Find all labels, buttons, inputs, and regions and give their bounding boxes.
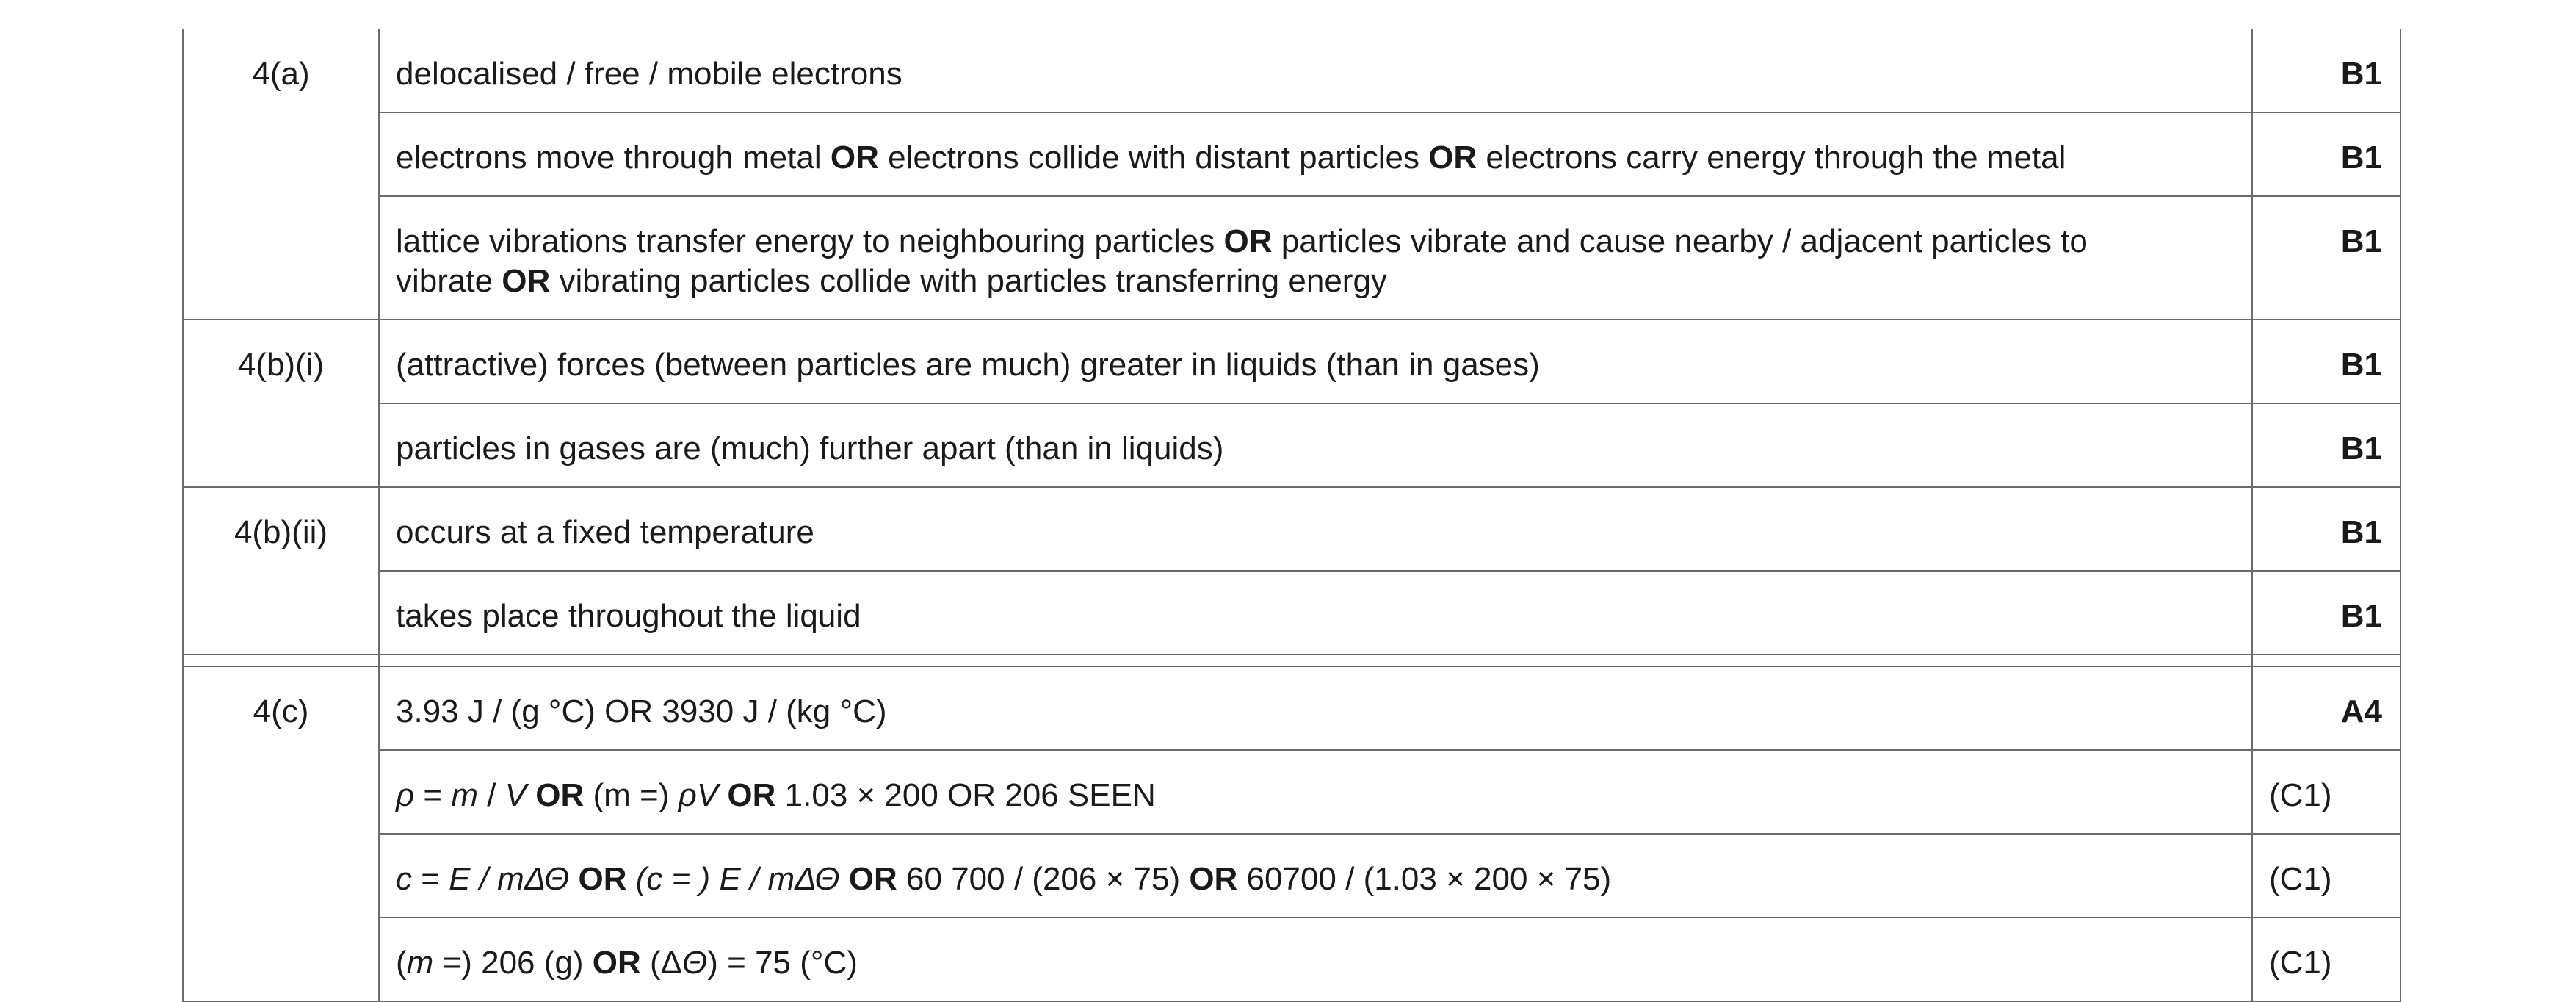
section-divider bbox=[183, 655, 2400, 666]
mark-cell: B1 bbox=[2252, 571, 2400, 655]
mark-cell: B1 bbox=[2252, 320, 2400, 403]
table-row bbox=[183, 834, 2400, 918]
table-row bbox=[183, 29, 2400, 112]
table-row bbox=[183, 750, 2400, 834]
table-row bbox=[183, 320, 2400, 403]
answer-cell: occurs at a fixed temperature bbox=[379, 487, 2252, 571]
question-number: 4(b)(ii) bbox=[183, 487, 379, 655]
table-row bbox=[183, 112, 2400, 196]
mark-cell: B1 bbox=[2252, 196, 2400, 320]
mark-cell: B1 bbox=[2252, 487, 2400, 571]
table-row bbox=[183, 403, 2400, 487]
answer-cell: (attractive) forces (between particles are much) greater in liquids (than in gases) bbox=[379, 320, 2252, 403]
question-number: 4(c) bbox=[183, 666, 379, 1001]
table-row bbox=[183, 571, 2400, 655]
mark-cell: A4 bbox=[2252, 666, 2400, 750]
question-number: 4(b)(i) bbox=[183, 320, 379, 487]
mark-scheme-table bbox=[182, 29, 2401, 1002]
mark-scheme bbox=[182, 29, 2400, 1002]
answer-cell: delocalised / free / mobile electrons bbox=[379, 29, 2252, 112]
answer-cell: particles in gases are (much) further apart (than in liquids) bbox=[379, 403, 2252, 487]
table-row bbox=[183, 918, 2400, 1001]
mark-cell: (C1) bbox=[2252, 834, 2400, 918]
mark-cell: B1 bbox=[2252, 403, 2400, 487]
mark-cell: B1 bbox=[2252, 112, 2400, 196]
table-row bbox=[183, 487, 2400, 571]
answer-cell: ρ = m / V OR (m =) ρV OR 1.03 × 200 OR 206 SEEN bbox=[379, 750, 2252, 834]
answer-cell: lattice vibrations transfer energy to neighbouring particles OR particles vibrate and cause nearby / adjacent particles to vibrate OR vibrating particles collide with particles transferring energy bbox=[379, 196, 2252, 320]
table-row bbox=[183, 666, 2400, 750]
table-row bbox=[183, 196, 2400, 320]
answer-cell: c = E / mΔΘ OR (c = ) E / mΔΘ OR 60 700 / (206 × 75) OR 60700 / (1.03 × 200 × 75) bbox=[379, 834, 2252, 918]
question-number: 4(a) bbox=[183, 29, 379, 320]
mark-cell: B1 bbox=[2252, 29, 2400, 112]
answer-cell: takes place throughout the liquid bbox=[379, 571, 2252, 655]
mark-cell: (C1) bbox=[2252, 918, 2400, 1001]
answer-cell: (m =) 206 (g) OR (ΔΘ) = 75 (°C) bbox=[379, 918, 2252, 1001]
mark-cell: (C1) bbox=[2252, 750, 2400, 834]
answer-cell: electrons move through metal OR electrons collide with distant particles OR electrons carry energy through the metal bbox=[379, 112, 2252, 196]
answer-cell: 3.93 J / (g °C) OR 3930 J / (kg °C) bbox=[379, 666, 2252, 750]
